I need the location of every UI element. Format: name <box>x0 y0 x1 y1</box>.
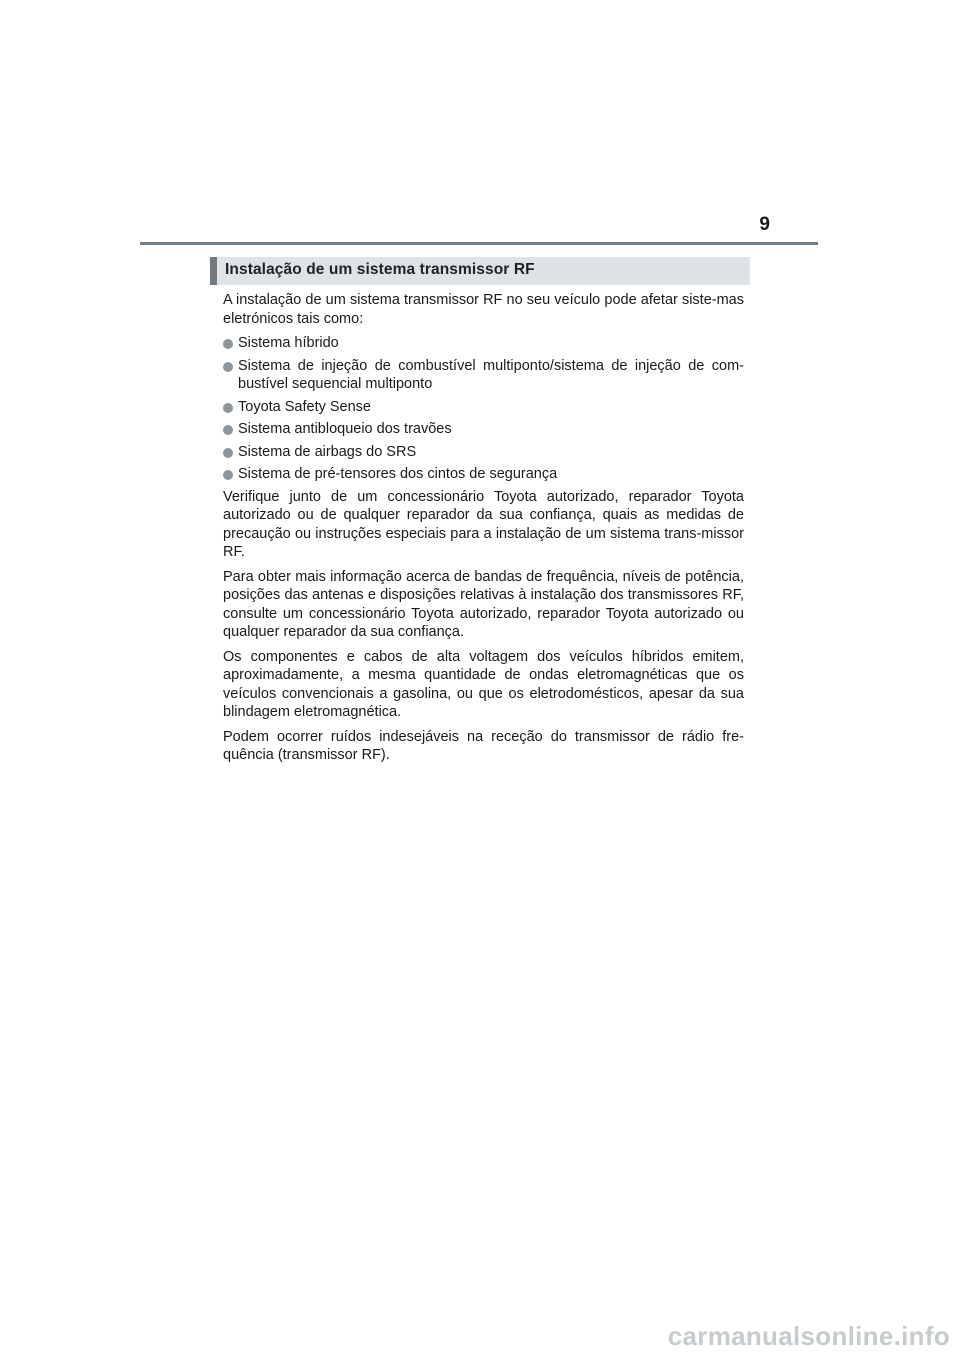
bullet-dot-icon <box>223 470 233 480</box>
watermark-link[interactable]: carmanualsonline.info <box>667 1321 950 1351</box>
section-title: Instalação de um sistema transmissor RF <box>225 261 535 278</box>
page-number: 9 <box>759 214 770 235</box>
bullet-item <box>223 443 744 462</box>
bullet-text: Sistema antibloqueio dos travões <box>238 421 452 437</box>
bullet-text: Sistema híbrido <box>238 335 339 351</box>
bullet-dot-icon <box>223 448 233 458</box>
bullet-text: Sistema de injeção de combustível multiponto/sistema de injeção de com-bustível sequencial multiponto <box>238 357 744 392</box>
bullet-item <box>223 465 744 484</box>
body-paragraph: Os componentes e cabos de alta voltagem dos veículos híbridos emitem, aproximadamente, a mesma quantidade de ondas eletromagnéticas que os veículos convencionais a gasolina, ou que os eletrodomésticos, apesar da sua blindagem eletromagnética. <box>223 648 744 720</box>
bullet-item <box>223 420 744 439</box>
bullet-item <box>223 398 744 417</box>
body-paragraph: Podem ocorrer ruídos indesejáveis na receção do transmissor de rádio fre-quência (transmissor RF). <box>223 728 744 763</box>
bullet-dot-icon <box>223 339 233 349</box>
bullet-dot-icon <box>223 425 233 435</box>
bullet-text: Toyota Safety Sense <box>238 398 371 415</box>
bullet-text: Sistema de airbags do SRS <box>238 443 417 460</box>
body-paragraph: Para obter mais informação acerca de bandas de frequência, níveis de potência, posições das antenas e disposições relativas à instalação dos transmissores RF, consulte um concessionário Toyota autorizado, reparador Toyota autorizado ou qualquer reparador da sua confiança. <box>223 568 744 640</box>
bullet-list <box>223 334 744 484</box>
section-header <box>210 257 750 285</box>
header-divider <box>140 242 818 245</box>
bullet-text: Sistema de pré-tensores dos cintos de segurança <box>238 466 558 482</box>
bullet-dot-icon <box>223 403 233 413</box>
bullet-dot-icon <box>223 362 233 372</box>
intro-paragraph: A instalação de um sistema transmissor RF no seu veículo pode afetar siste-mas eletrónicos tais como: <box>223 292 744 327</box>
bullet-item <box>223 334 744 353</box>
bullet-item <box>223 357 744 394</box>
body-paragraph: Verifique junto de um concessionário Toyota autorizado, reparador Toyota autorizado ou de qualquer reparador da sua confiança, quais as medidas de precaução ou instruções especiais para a instalação de um sistema trans-missor RF. <box>223 488 744 560</box>
content-body <box>223 291 744 771</box>
